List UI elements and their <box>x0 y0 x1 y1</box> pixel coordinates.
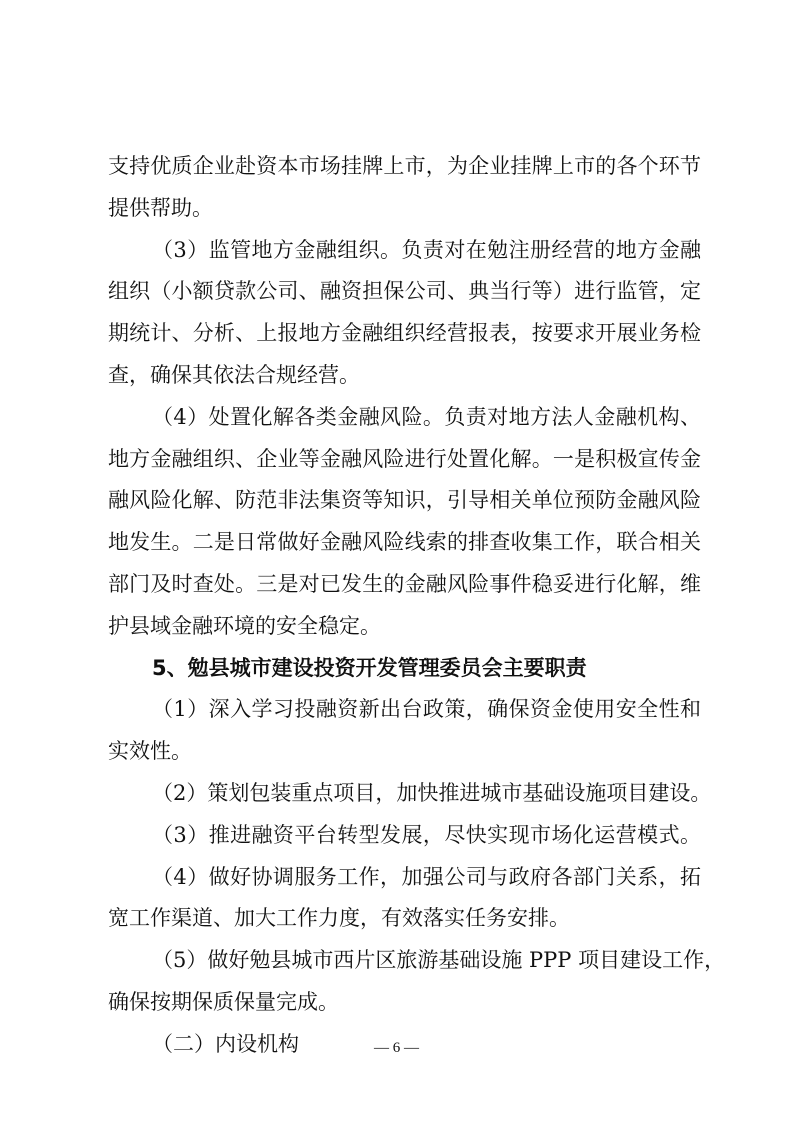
text-line: （2）策划包装重点项目，加快推进城市基础设施项目建设。 <box>152 780 712 805</box>
text-line: 实效性。 <box>108 739 192 764</box>
text-line: 地发生。二是日常做好金融风险线索的排查收集工作，联合相关 <box>108 530 701 555</box>
text-line: 宽工作渠道、加大工作力度，有效落实任务安排。 <box>108 906 570 931</box>
document-body <box>108 146 726 1066</box>
page-number: — 6 — <box>374 1040 419 1056</box>
text-line: 部门及时查处。三是对已发生的金融风险事件稳妥进行化解，维 <box>108 571 701 596</box>
text-line: 确保按期保质保量完成。 <box>108 989 339 1014</box>
text-line: （4）做好协调服务工作，加强公司与政府各部门关系，拓 <box>152 864 701 889</box>
text-line: 融风险化解、防范非法集资等知识，引导相关单位预防金融风险 <box>108 488 701 513</box>
section-heading: 5、勉县城市建设投资开发管理委员会主要职责 <box>152 655 587 680</box>
text-line: 提供帮助。 <box>108 195 213 220</box>
text-line: 地方金融组织、企业等金融风险进行处置化解。一是积极宣传金 <box>108 446 701 471</box>
text-line: （1）深入学习投融资新出台政策，确保资金使用安全性和 <box>152 697 701 722</box>
text-line: 支持优质企业赴资本市场挂牌上市，为企业挂牌上市的各个环节 <box>108 154 701 178</box>
text-line: （5）做好勉县城市西片区旅游基础设施 PPP 项目建设工作， <box>152 948 726 973</box>
text-line: （二）内设机构 <box>152 1031 299 1056</box>
text-line: 组织（小额贷款公司、融资担保公司、典当行等）进行监管，定 <box>108 279 701 304</box>
text-line: 期统计、分析、上报地方金融组织经营报表，按要求开展业务检 <box>108 321 701 346</box>
text-line: 查，确保其依法合规经营。 <box>108 362 360 387</box>
text-line: 护县域金融环境的安全稳定。 <box>108 613 381 638</box>
text-line: （3）监管地方金融组织。负责对在勉注册经营的地方金融 <box>152 237 701 262</box>
text-line: （4）处置化解各类金融风险。负责对地方法人金融机构、 <box>152 404 701 429</box>
text-line: （3）推进融资平台转型发展，尽快实现市场化运营模式。 <box>152 822 701 847</box>
